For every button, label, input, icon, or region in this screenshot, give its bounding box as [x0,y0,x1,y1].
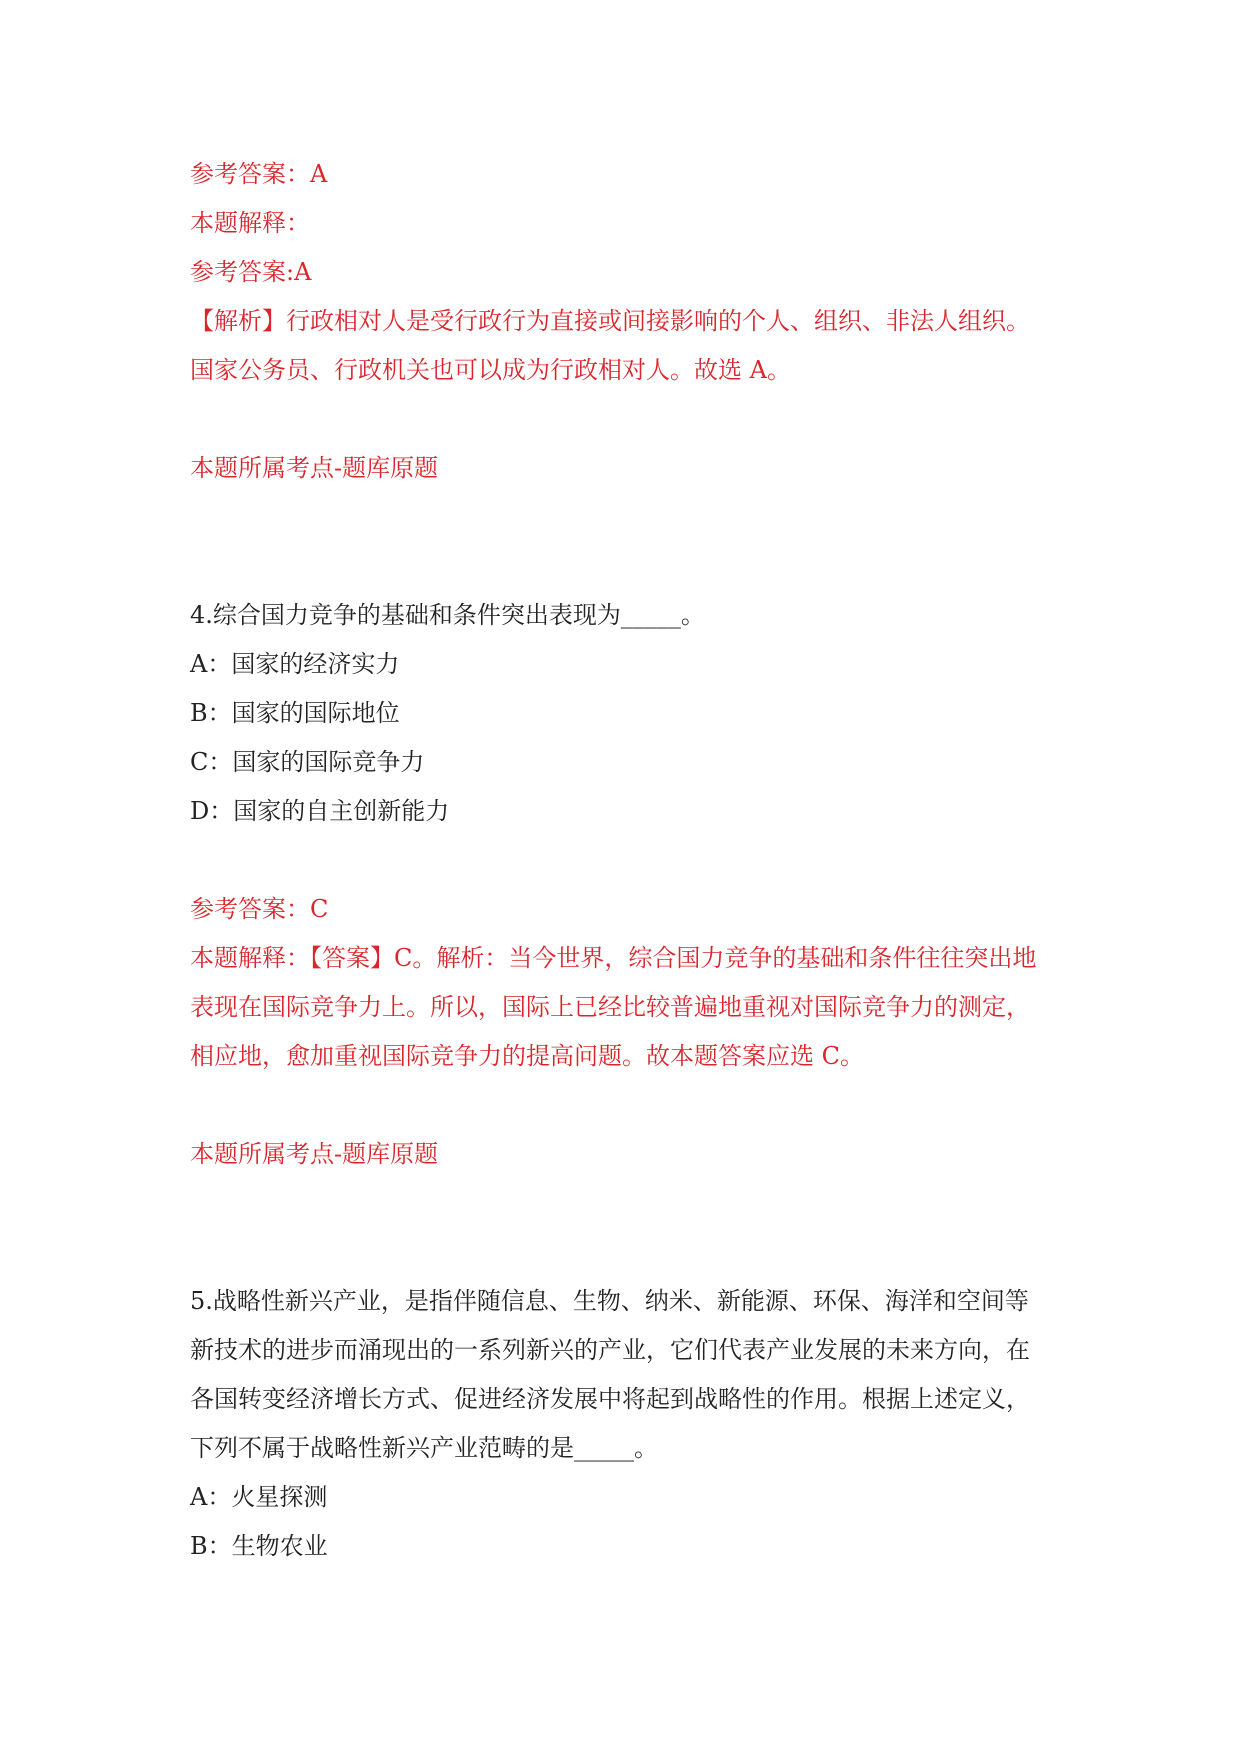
q4-option-b: B：国家的国际地位 [190,699,400,727]
spacer [190,836,1050,885]
q4-explanation: 本题解释：【答案】C。解析：当今世界，综合国力竞争的基础和条件往往突出地表现在国际竞争力上。所以，国际上已经比较普遍地重视对国际竞争力的测定，相应地，愈加重视国际竞争力的提高问题。故本题答案应选 C。 [190,944,1037,1070]
spacer [190,395,1050,444]
q3-explanation: 【解析】行政相对人是受行政行为直接或间接影响的个人、组织、非法人组织。国家公务员、行政机关也可以成为行政相对人。故选 A。 [190,307,1030,384]
q4-option-c: C：国家的国际竞争力 [190,748,425,776]
q3-topic: 本题所属考点-题库原题 [190,454,439,482]
q4-question: 4.综合国力竞争的基础和条件突出表现为_____。 [190,601,705,629]
q4-option-a: A：国家的经济实力 [190,650,400,678]
q4-ref-answer: 参考答案：C [190,895,329,923]
q4-topic: 本题所属考点-题库原题 [190,1140,439,1168]
q3-ref-answer-2: 参考答案:A [190,258,312,286]
spacer [190,1081,1050,1130]
q3-explain-label: 本题解释： [190,209,310,237]
q5-option-a: A：火星探测 [190,1483,328,1511]
q3-ref-answer: 参考答案：A [190,160,328,188]
document-content [190,150,1050,1571]
spacer [190,493,1050,591]
q5-option-b: B：生物农业 [190,1532,328,1560]
q4-option-d: D：国家的自主创新能力 [190,797,450,825]
spacer [190,1179,1050,1277]
q5-question: 5.战略性新兴产业，是指伴随信息、生物、纳米、新能源、环保、海洋和空间等新技术的进步而涌现出的一系列新兴的产业，它们代表产业发展的未来方向，在各国转变经济增长方式、促进经济发展中将起到战略性的作用。根据上述定义，下列不属于战略性新兴产业范畴的是_____。 [190,1287,1030,1462]
